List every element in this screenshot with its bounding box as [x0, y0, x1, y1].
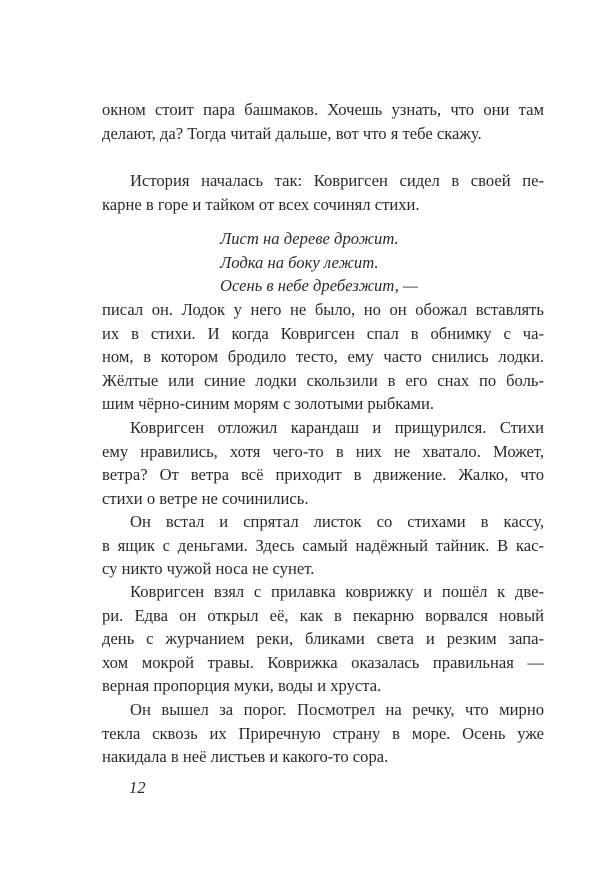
paragraph [102, 580, 544, 698]
poem-line: Лист на дереве дрожит. [220, 229, 399, 248]
paragraph [102, 169, 544, 216]
text-line: писал он. Лодок у него не было, но он обожал вставлять [102, 300, 544, 319]
text-line: текла сквозь их Приречную страну в море. Осень уже [102, 723, 544, 743]
text-line: Он вышел за порог. Посмотрел на речку, что мирно [130, 700, 544, 719]
text-line: История началась так: Ковригсен сидел в своей пе- [130, 171, 544, 190]
paragraph [102, 416, 544, 510]
text-line: день с журчанием реки, бликами света и резким запа- [102, 629, 544, 648]
text-line: ветра? От ветра всё приходит в движение. Жалко, что [102, 465, 544, 484]
text-line: окном стоит пара башмаков. Хочешь узнать, что они там [102, 100, 544, 119]
text-line: стихи о ветре не сочинились. [102, 488, 309, 508]
paragraph [102, 298, 544, 416]
text-line: шим чёрно-синим морям с золотыми рыбками. [102, 394, 434, 413]
text-line: в ящик с деньгами. Здесь самый надёжный тайник. В кас- [102, 535, 544, 555]
text-line: ему нравились, хотя чего-то в них не хватало. Может, [102, 441, 544, 461]
poem-line: Осень в небе дребезжит, — [220, 276, 418, 295]
text-line: накидала в неё листьев и какого-то сора. [102, 747, 389, 766]
text-line: карне в горе и тайком от всех сочинял стихи. [102, 194, 420, 214]
text-line: верная пропорция муки, воды и хруста. [102, 676, 382, 695]
poem-line: Лодка на боку лежит. [220, 252, 379, 272]
paragraph [102, 698, 544, 769]
paragraph [102, 510, 544, 581]
text-line: ри. Едва он открыл её, как в пекарню ворвался новый [102, 605, 544, 625]
page-number: 12 [129, 778, 146, 797]
text-line: ном, в котором бродило тесто, ему часто снились лодки. [102, 347, 544, 366]
text-line: Ковригсен отложил карандаш и прищурился. Стихи [130, 418, 544, 437]
text-line: су никто чужой носа не сунет. [102, 559, 315, 578]
paragraph-continuation [102, 98, 544, 145]
text-line: Он встал и спрятал листок со стихами в кассу, [130, 512, 544, 531]
text-line: Жёлтые или синие лодки скользили в его снах по боль- [102, 370, 544, 390]
text-line: их в стихи. И когда Ковригсен спал в обнимку с ча- [102, 323, 544, 343]
text-line: Ковригсен взял с прилавка коврижку и пошёл к две- [130, 582, 544, 601]
text-line: хом мокрой травы. Коврижка оказалась правильная — [102, 652, 544, 672]
text-line: делают, да? Тогда читай дальше, вот что я тебе скажу. [102, 123, 482, 143]
poem [220, 227, 418, 298]
